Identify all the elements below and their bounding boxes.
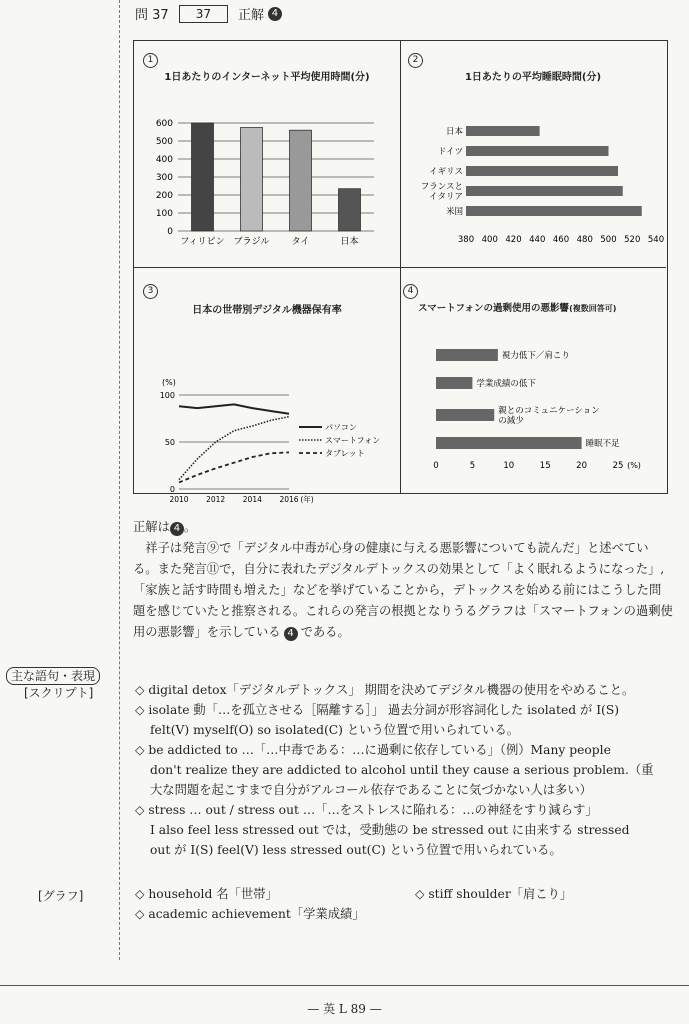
vocab-item: 大な問題を起こすまで自分がアルコール依存であることに気づかない人は多い）	[150, 783, 592, 797]
chart-4-title-text: スマートフォンの過剰使用の悪影響	[418, 303, 570, 314]
x-tick-label: 2014	[242, 495, 262, 504]
y-axis-unit: (%)	[162, 378, 176, 387]
answer-label: 正解	[237, 8, 264, 23]
x-tick-label: フィリピン	[180, 237, 225, 247]
chart-1-number: 1	[143, 53, 158, 68]
bar	[436, 349, 498, 361]
vocab-item: I also feel less stressed out では，受動態の be stressed out に由来する stressed	[150, 823, 630, 837]
legend-label: パソコン	[325, 423, 357, 432]
vocab-item: felt(V) myself(O) so isolated(C) という位置で用いられている。	[150, 723, 520, 737]
x-tick-label: 10	[503, 461, 515, 471]
answer-lead-number: 4	[170, 522, 184, 536]
y-tick-label: 500	[155, 137, 173, 147]
x-tick-label: 5	[469, 461, 476, 471]
answer-body-text: 祥子は発言⑨で「デジタル中毒が心身の健康に与える悪影響についても読んだ」と述べている。また発言⑪で，自分に表れたデジタルデトックスの効果として「よく眠れるようになった」,「家族と話す時間も増えた」などを挙げていることから，デトックスを始める前にはこうした問題を感じていたと推察される。これらの発言の根拠となりうるグラフは「スマートフォンの過剰使用の悪影響」を示している	[133, 541, 673, 639]
page-footer: — 英 L 89 —	[307, 1002, 382, 1016]
x-tick-label: 20	[576, 461, 588, 471]
chart-3-title: 日本の世帯別デジタル機器保有率	[192, 305, 342, 316]
graph-vocab-item: ◇ academic achievement「学業成績」	[135, 907, 365, 921]
bar	[466, 186, 623, 196]
series-line	[179, 404, 289, 413]
vocab-section-label: 主な語句・表現	[6, 667, 100, 685]
bar-label: 親とのコミュニケーション	[498, 406, 600, 416]
bar-label: 視力低下／肩こり	[501, 351, 570, 361]
legend-label: タブレット	[325, 449, 365, 458]
y-tick-label: 米国	[445, 207, 463, 217]
bar	[466, 166, 618, 176]
x-tick-label: 2010	[169, 495, 189, 504]
y-tick-label: 0	[167, 227, 173, 237]
chart-3-plot	[134, 267, 400, 504]
vocab-item: ◇ isolate 動「…を孤立させる［隔離する］」 過去分詞が形容詞化した isolated が I(S)	[135, 703, 620, 717]
x-tick-label: 2012	[206, 495, 226, 504]
x-tick-label: 25	[612, 461, 624, 471]
x-axis-unit: (%)	[627, 461, 641, 470]
chart-4-number: 4	[403, 284, 418, 299]
y-tick-label: 100	[155, 209, 173, 219]
y-tick-label: フランスと	[420, 182, 463, 192]
script-vocab-list	[135, 680, 680, 860]
bar-label: の減少	[498, 416, 524, 426]
chart-3	[134, 267, 401, 504]
bar	[436, 409, 494, 421]
chart-1-plot	[134, 41, 400, 267]
x-tick-label: 0	[433, 461, 439, 471]
vocab-item: ◇ be addicted to …「…中毒である：…に過剰に依存している」（例）Many people	[135, 743, 611, 757]
x-tick-label: 540	[647, 235, 665, 245]
graph-label: [グラフ]	[38, 889, 84, 903]
graph-vocab-item: ◇ stiff shoulder「肩こり」	[415, 887, 573, 901]
series-line	[179, 417, 289, 480]
x-tick-label: 480	[576, 235, 593, 245]
x-tick-label: 15	[539, 461, 551, 471]
x-tick-label: 420	[505, 235, 522, 245]
bar-label: 学業成績の低下	[476, 379, 536, 389]
series-line	[179, 452, 289, 482]
answer-body	[133, 538, 673, 643]
chart-1-title: 1日あたりのインターネット平均使用時間(分)	[164, 72, 370, 83]
x-tick-label: 2016	[279, 495, 299, 504]
bar	[241, 128, 263, 232]
question-number: 問 37	[135, 8, 169, 23]
bar	[339, 189, 361, 231]
margin-dashed-line	[119, 0, 120, 960]
question-header	[135, 4, 282, 23]
x-tick-label: ブラジル	[233, 237, 270, 247]
x-tick-label: タイ	[291, 237, 310, 247]
answer-lead-label: 正解は	[133, 520, 170, 534]
y-tick-label: イギリス	[429, 167, 463, 177]
bar-label: 睡眠不足	[585, 439, 620, 449]
chart-4	[400, 267, 666, 493]
x-tick-label: 日本	[340, 237, 359, 247]
y-tick-label: 400	[155, 155, 173, 165]
y-tick-label: 100	[159, 391, 175, 400]
answer-explanation	[133, 517, 673, 643]
x-axis-unit: (年)	[300, 495, 314, 504]
x-tick-label: 400	[481, 235, 498, 245]
chart-2-plot	[400, 41, 666, 267]
bar	[436, 377, 472, 389]
chart-4-plot	[400, 267, 666, 493]
chart-3-number: 3	[143, 284, 158, 299]
chart-2-number: 2	[408, 53, 423, 68]
bar	[466, 126, 540, 136]
y-tick-label: イタリア	[428, 192, 463, 202]
y-tick-label: 50	[164, 438, 175, 447]
footer-rule	[0, 985, 689, 986]
charts-grid	[133, 40, 668, 504]
vocab-item: don't realize they are addicted to alcohol until they cause a serious problem.（重	[150, 763, 654, 777]
y-tick-label: 600	[155, 119, 173, 129]
answer-body-end: である。	[300, 625, 350, 639]
y-tick-label: 300	[155, 173, 173, 183]
bar	[290, 130, 312, 231]
answer-body-number: 4	[284, 627, 298, 641]
chart-2-title: 1日あたりの平均睡眠時間(分)	[464, 72, 602, 83]
x-tick-label: 460	[552, 235, 570, 245]
script-label: [スクリプト]	[24, 686, 94, 700]
x-tick-label: 500	[600, 235, 617, 245]
graph-vocab-item: ◇ household 名「世帯」	[135, 887, 278, 901]
vocab-item: ◇ digital detox「デジタルデトックス」 期間を決めてデジタル機器の使用をやめること。	[135, 683, 635, 697]
bar	[466, 206, 642, 216]
chart-2	[400, 41, 666, 268]
chart-4-title-note: (複数回答可)	[569, 304, 617, 313]
y-tick-label: ドイツ	[437, 147, 463, 157]
chart-1	[134, 41, 401, 268]
bar	[436, 437, 582, 449]
y-tick-label: 0	[169, 485, 175, 494]
vocab-item: ◇ stress … out / stress out …「…をストレスに陥れる：…の神経をすり減らす」	[135, 803, 598, 817]
legend-label: スマートフォン	[325, 436, 381, 445]
x-tick-label: 520	[624, 235, 641, 245]
x-tick-label: 380	[457, 235, 475, 245]
answer-lead: 正解は 4 。	[133, 520, 197, 534]
bar	[466, 146, 609, 156]
answer-number: 4	[268, 7, 282, 21]
y-tick-label: 200	[155, 191, 173, 201]
vocab-item: out が I(S) feel(V) less stressed out(C) という位置で用いられている。	[150, 843, 562, 857]
x-tick-label: 440	[529, 235, 546, 245]
bar	[192, 123, 214, 231]
y-tick-label: 日本	[445, 127, 463, 137]
answer-box: 37	[179, 5, 228, 23]
